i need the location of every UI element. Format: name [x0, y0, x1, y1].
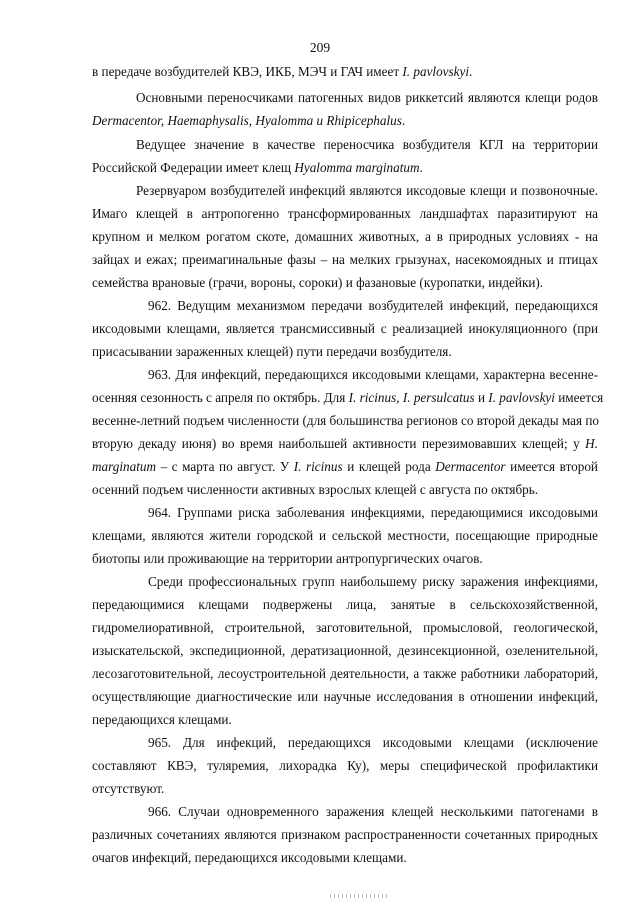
text-line [92, 275, 598, 291]
text-run: 965. Для инфекций, передающихся иксодовыми клещами (исключение [148, 735, 598, 750]
text-run: Российской Федерации имеет клещ [92, 160, 295, 175]
italic-term: I. ricinus, I. persulcatus [348, 390, 475, 405]
text-run: 966. Случаи одновременного заражения клещей несколькими патогенами в [148, 804, 598, 819]
text-run: . [469, 64, 473, 79]
text-line [92, 206, 598, 222]
text-line [136, 90, 598, 106]
text-line [92, 620, 598, 636]
text-run: лесозаготовительной, лесоустроительной деятельности, а также работники лабораторий, [92, 666, 598, 681]
text-run: изыскательской, экспедиционной, дератизационной, дезинсекционной, озеленительной, [92, 643, 598, 658]
text-run: Ведущее значение в качестве переносчика возбудителя КГЛ на территории [136, 137, 598, 152]
text-run: различных сочетаниях являются признаком распространенности сочетанных природных [92, 827, 598, 842]
text-line [148, 367, 598, 383]
text-run: 962. Ведущим механизмом передачи возбудителей инфекций, передающихся [148, 298, 598, 313]
text-run: и [474, 390, 489, 405]
text-line [92, 758, 598, 774]
text-line [92, 482, 598, 498]
text-run: в передаче возбудителей КВЭ, ИКБ, МЭЧ и ГАЧ имеет [92, 64, 403, 79]
text-line [148, 735, 598, 751]
text-line [92, 344, 598, 360]
text-run: имеется второй [505, 459, 598, 474]
page-number: 209 [309, 40, 331, 55]
italic-term: Dermacentor [435, 459, 506, 474]
text-line [92, 229, 598, 245]
text-line [92, 551, 598, 567]
text-run: Имаго клещей в антропогенно трансформированных ландшафтах паразитируют на [92, 206, 598, 221]
text-line [136, 137, 598, 153]
italic-term: marginatum [92, 459, 156, 474]
text-line [92, 850, 598, 866]
text-line [92, 666, 598, 682]
text-run: 964. Группами риска заболевания инфекциями, передающимися иксодовыми [148, 505, 598, 520]
scan-artifact [330, 894, 390, 898]
italic-term: H. [585, 436, 598, 451]
text-run: семейства врановые (грачи, вороны, сороки) и фазановые (куропатки, индейки). [92, 275, 544, 290]
italic-term: Hyalomma marginatum [294, 160, 420, 175]
text-run: осуществляющие диагностические или научные исследования в отношении инфекций, [92, 689, 598, 704]
text-run: – с марта по август. У [156, 459, 294, 474]
text-run: иксодовыми клещами, является трансмиссивный с реализацией инокуляционного (при [92, 321, 598, 336]
text-line [148, 574, 598, 590]
text-run: 963. Для инфекций, передающихся иксодовыми клещами, характерна весенне- [148, 367, 598, 382]
text-line [92, 597, 598, 613]
text-run: вторую декаду июня) во время наибольшей активности перезимовавших клещей; у [92, 436, 586, 451]
italic-term: I. ricinus [293, 459, 343, 474]
text-run: зайцах и ежах; преимагинальные фазы – на мелких грызунах, насекомоядных и птицах [92, 252, 598, 267]
text-line [92, 390, 604, 406]
text-run: Среди профессиональных групп наибольшему риску заражения инфекциями, [148, 574, 598, 589]
text-line [92, 436, 598, 452]
text-run: весенне-летний подъем численности (для большинства регионов со второй декады мая по [92, 413, 600, 428]
text-run: Резервуаром возбудителей инфекций являются иксодовые клещи и позвоночные. [136, 183, 598, 198]
text-run: крупном и мелком рогатом скоте, домашних животных, а в природных условиях - на [92, 229, 598, 244]
text-run: гидромелиоративной, строительной, заготовительной, промысловой, геологической, [92, 620, 598, 635]
italic-term: Dermacentor, Haemaphysalis, Hyalomma и Rhipicephalus [92, 113, 402, 128]
text-line [92, 459, 598, 475]
text-line [92, 160, 598, 176]
text-line [92, 113, 598, 129]
text-line [148, 298, 598, 314]
text-line [92, 413, 598, 429]
text-run: очагов инфекций, передающихся иксодовыми клещами. [92, 850, 407, 865]
text-line [148, 804, 598, 820]
text-line [92, 252, 598, 268]
text-line [136, 183, 598, 199]
text-run: передающихся клещами. [92, 712, 232, 727]
text-run: отсутствуют. [92, 781, 165, 796]
text-line [92, 321, 598, 337]
text-line [92, 781, 598, 797]
text-run: осенняя сезонность с апреля по октябрь. Для [92, 390, 349, 405]
text-line [92, 712, 598, 728]
text-line [92, 64, 598, 80]
text-run: составляют КВЭ, туляремия, лихорадка Ку), меры специфической профилактики [92, 758, 598, 773]
text-run: имеется [554, 390, 604, 405]
text-run: и клещей рода [342, 459, 436, 474]
italic-term: I. pavlovskyi [402, 64, 470, 79]
text-line [92, 827, 598, 843]
text-line [92, 689, 598, 705]
text-run: . [419, 160, 423, 175]
text-run: Основными переносчиками патогенных видов риккетсий являются клещи родов [136, 90, 598, 105]
text-run: . [401, 113, 406, 128]
text-run: биотопы или проживающие на территории антропургических очагов. [92, 551, 483, 566]
text-line [92, 528, 598, 544]
text-line [148, 505, 598, 521]
italic-term: I. pavlovskyi [488, 390, 555, 405]
text-run: осенний подъем численности активных взрослых клещей с августа по октябрь. [92, 482, 539, 497]
text-run: присасывании зараженных клещей) пути передачи возбудителя. [92, 344, 452, 359]
text-line [92, 643, 598, 659]
text-run: передающимися клещами подвержены лица, занятые в сельскохозяйственной, [92, 597, 598, 612]
text-run: клещами, являются жители городской и сельской местности, посещающие природные [92, 528, 598, 543]
